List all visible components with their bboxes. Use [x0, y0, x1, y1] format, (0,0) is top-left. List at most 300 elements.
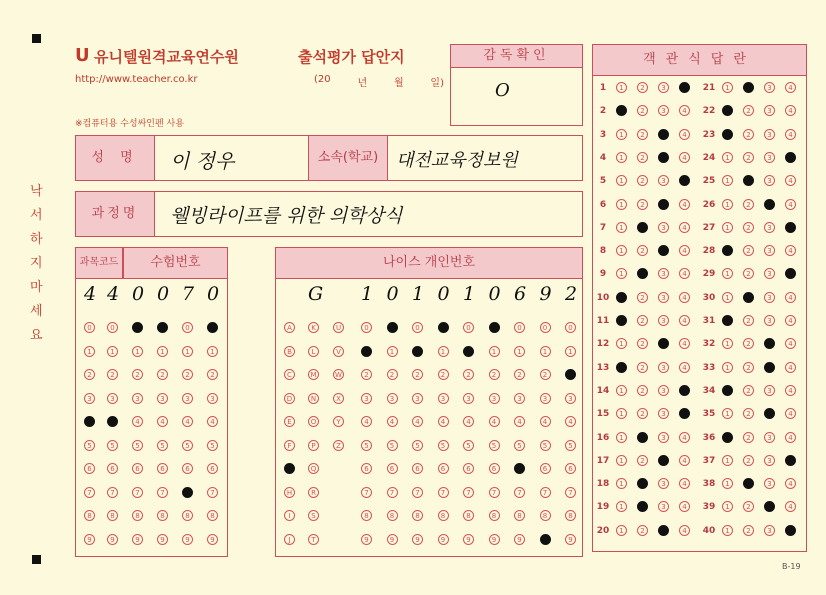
digit-bubble[interactable]: 2	[157, 369, 168, 380]
digit-bubble[interactable]: 5	[438, 440, 449, 451]
digit-bubble[interactable]: 6	[387, 463, 398, 474]
answer-bubble[interactable]: 4	[679, 152, 690, 163]
digit-bubble[interactable]: 7	[84, 487, 95, 498]
answer-bubble[interactable]: 3	[658, 82, 669, 93]
answer-bubble[interactable]: 3	[764, 455, 775, 466]
answer-bubble[interactable]: 2	[743, 222, 754, 233]
answer-bubble[interactable]: 4	[679, 478, 690, 489]
answer-bubble[interactable]: 4	[679, 199, 690, 210]
answer-bubble[interactable]: 3	[764, 501, 775, 512]
answer-bubble[interactable]: 2	[743, 152, 754, 163]
answer-bubble[interactable]: 1	[616, 292, 627, 303]
digit-bubble[interactable]: 3	[157, 393, 168, 404]
answer-bubble[interactable]: 1	[616, 385, 627, 396]
answer-bubble[interactable]: 4	[785, 315, 796, 326]
answer-bubble[interactable]: 4	[679, 245, 690, 256]
answer-bubble[interactable]: 1	[722, 525, 733, 536]
digit-bubble[interactable]: 1	[565, 346, 576, 357]
answer-bubble[interactable]: 2	[743, 268, 754, 279]
answer-bubble[interactable]: 4	[785, 292, 796, 303]
digit-bubble[interactable]: 7	[107, 487, 118, 498]
answer-bubble[interactable]: 3	[764, 338, 775, 349]
answer-bubble[interactable]: 4	[785, 525, 796, 536]
letter-bubble[interactable]: E	[284, 416, 295, 427]
digit-bubble[interactable]: 2	[207, 369, 218, 380]
digit-bubble[interactable]: 0	[438, 322, 449, 333]
digit-bubble[interactable]: 2	[489, 369, 500, 380]
letter-bubble[interactable]: I	[284, 510, 295, 521]
letter-bubble[interactable]: D	[284, 393, 295, 404]
digit-bubble[interactable]: 4	[84, 416, 95, 427]
digit-bubble[interactable]: 0	[565, 322, 576, 333]
digit-bubble[interactable]: 9	[565, 534, 576, 545]
answer-bubble[interactable]: 4	[785, 501, 796, 512]
digit-bubble[interactable]: 5	[207, 440, 218, 451]
answer-bubble[interactable]: 4	[679, 432, 690, 443]
answer-bubble[interactable]: 1	[616, 432, 627, 443]
digit-bubble[interactable]: 9	[412, 534, 423, 545]
digit-bubble[interactable]: 9	[207, 534, 218, 545]
digit-bubble[interactable]: 4	[107, 416, 118, 427]
letter-bubble[interactable]: Z	[333, 440, 344, 451]
answer-bubble[interactable]: 1	[722, 315, 733, 326]
answer-bubble[interactable]: 1	[722, 152, 733, 163]
digit-bubble[interactable]: 6	[565, 463, 576, 474]
answer-bubble[interactable]: 4	[679, 175, 690, 186]
answer-bubble[interactable]: 1	[722, 385, 733, 396]
answer-bubble[interactable]: 4	[679, 268, 690, 279]
answer-bubble[interactable]: 3	[764, 222, 775, 233]
answer-bubble[interactable]: 2	[637, 501, 648, 512]
digit-bubble[interactable]: 1	[514, 346, 525, 357]
digit-bubble[interactable]: 0	[361, 322, 372, 333]
digit-bubble[interactable]: 9	[132, 534, 143, 545]
digit-bubble[interactable]: 5	[84, 440, 95, 451]
answer-bubble[interactable]: 3	[658, 129, 669, 140]
digit-bubble[interactable]: 2	[463, 369, 474, 380]
digit-bubble[interactable]: 5	[387, 440, 398, 451]
digit-bubble[interactable]: 9	[514, 534, 525, 545]
answer-bubble[interactable]: 3	[658, 268, 669, 279]
answer-bubble[interactable]: 3	[658, 501, 669, 512]
digit-bubble[interactable]: 1	[489, 346, 500, 357]
answer-bubble[interactable]: 2	[637, 455, 648, 466]
letter-bubble[interactable]: V	[333, 346, 344, 357]
answer-bubble[interactable]: 1	[616, 501, 627, 512]
answer-bubble[interactable]: 4	[679, 82, 690, 93]
answer-bubble[interactable]: 4	[785, 268, 796, 279]
digit-bubble[interactable]: 6	[540, 463, 551, 474]
answer-bubble[interactable]: 2	[743, 501, 754, 512]
digit-bubble[interactable]: 5	[361, 440, 372, 451]
digit-bubble[interactable]: 8	[514, 510, 525, 521]
digit-bubble[interactable]: 9	[489, 534, 500, 545]
answer-bubble[interactable]: 1	[616, 338, 627, 349]
answer-bubble[interactable]: 1	[722, 338, 733, 349]
answer-bubble[interactable]: 4	[785, 222, 796, 233]
answer-bubble[interactable]: 4	[679, 501, 690, 512]
digit-bubble[interactable]: 9	[463, 534, 474, 545]
digit-bubble[interactable]: 9	[438, 534, 449, 545]
answer-bubble[interactable]: 3	[764, 385, 775, 396]
digit-bubble[interactable]: 1	[132, 346, 143, 357]
letter-bubble[interactable]: B	[284, 346, 295, 357]
answer-bubble[interactable]: 4	[785, 82, 796, 93]
answer-bubble[interactable]: 3	[764, 408, 775, 419]
answer-bubble[interactable]: 3	[764, 432, 775, 443]
digit-bubble[interactable]: 9	[540, 534, 551, 545]
answer-bubble[interactable]: 1	[616, 455, 627, 466]
answer-bubble[interactable]: 2	[743, 362, 754, 373]
answer-bubble[interactable]: 3	[764, 245, 775, 256]
answer-bubble[interactable]: 4	[785, 245, 796, 256]
digit-bubble[interactable]: 8	[565, 510, 576, 521]
answer-bubble[interactable]: 2	[637, 338, 648, 349]
answer-bubble[interactable]: 3	[658, 455, 669, 466]
answer-bubble[interactable]: 2	[637, 385, 648, 396]
digit-bubble[interactable]: 6	[207, 463, 218, 474]
digit-bubble[interactable]: 1	[84, 346, 95, 357]
digit-bubble[interactable]: 0	[107, 322, 118, 333]
answer-bubble[interactable]: 1	[722, 222, 733, 233]
digit-bubble[interactable]: 1	[412, 346, 423, 357]
answer-bubble[interactable]: 3	[764, 175, 775, 186]
letter-bubble[interactable]: J	[284, 534, 295, 545]
digit-bubble[interactable]: 5	[565, 440, 576, 451]
digit-bubble[interactable]: 8	[361, 510, 372, 521]
answer-bubble[interactable]: 3	[658, 338, 669, 349]
letter-bubble[interactable]: T	[308, 534, 319, 545]
digit-bubble[interactable]: 8	[489, 510, 500, 521]
letter-bubble[interactable]: W	[333, 369, 344, 380]
digit-bubble[interactable]: 4	[565, 416, 576, 427]
answer-bubble[interactable]: 2	[743, 199, 754, 210]
letter-bubble[interactable]: Y	[333, 416, 344, 427]
digit-bubble[interactable]: 4	[157, 416, 168, 427]
answer-bubble[interactable]: 2	[637, 315, 648, 326]
answer-bubble[interactable]: 2	[743, 408, 754, 419]
letter-bubble[interactable]: X	[333, 393, 344, 404]
name-value[interactable]: 이 정우	[170, 149, 235, 173]
affiliation-value[interactable]: 대전교육정보원	[396, 150, 518, 171]
digit-bubble[interactable]: 1	[157, 346, 168, 357]
answer-bubble[interactable]: 1	[722, 501, 733, 512]
answer-bubble[interactable]: 3	[658, 478, 669, 489]
answer-bubble[interactable]: 3	[764, 105, 775, 116]
answer-bubble[interactable]: 2	[743, 455, 754, 466]
digit-bubble[interactable]: 7	[387, 487, 398, 498]
digit-bubble[interactable]: 7	[207, 487, 218, 498]
digit-bubble[interactable]: 3	[565, 393, 576, 404]
answer-bubble[interactable]: 1	[616, 362, 627, 373]
answer-bubble[interactable]: 2	[743, 105, 754, 116]
answer-bubble[interactable]: 1	[616, 199, 627, 210]
answer-bubble[interactable]: 4	[679, 362, 690, 373]
digit-bubble[interactable]: 5	[514, 440, 525, 451]
letter-bubble[interactable]: K	[308, 322, 319, 333]
digit-bubble[interactable]: 9	[157, 534, 168, 545]
answer-bubble[interactable]: 2	[743, 432, 754, 443]
digit-bubble[interactable]: 9	[387, 534, 398, 545]
answer-bubble[interactable]: 2	[637, 432, 648, 443]
answer-bubble[interactable]: 4	[785, 338, 796, 349]
digit-bubble[interactable]: 6	[84, 463, 95, 474]
digit-bubble[interactable]: 0	[489, 322, 500, 333]
answer-bubble[interactable]: 3	[658, 175, 669, 186]
digit-bubble[interactable]: 7	[514, 487, 525, 498]
letter-bubble[interactable]: P	[308, 440, 319, 451]
digit-bubble[interactable]: 5	[182, 440, 193, 451]
digit-bubble[interactable]: 0	[540, 322, 551, 333]
digit-bubble[interactable]: 2	[565, 369, 576, 380]
answer-bubble[interactable]: 3	[658, 362, 669, 373]
digit-bubble[interactable]: 6	[361, 463, 372, 474]
answer-bubble[interactable]: 1	[616, 222, 627, 233]
digit-bubble[interactable]: 8	[182, 510, 193, 521]
answer-bubble[interactable]: 2	[743, 315, 754, 326]
answer-bubble[interactable]: 3	[764, 292, 775, 303]
digit-bubble[interactable]: 5	[540, 440, 551, 451]
answer-bubble[interactable]: 3	[658, 222, 669, 233]
digit-bubble[interactable]: 9	[107, 534, 118, 545]
digit-bubble[interactable]: 4	[412, 416, 423, 427]
answer-bubble[interactable]: 4	[679, 292, 690, 303]
digit-bubble[interactable]: 8	[387, 510, 398, 521]
answer-bubble[interactable]: 4	[785, 199, 796, 210]
digit-bubble[interactable]: 6	[514, 463, 525, 474]
answer-bubble[interactable]: 4	[679, 385, 690, 396]
answer-bubble[interactable]: 2	[743, 478, 754, 489]
answer-bubble[interactable]: 2	[743, 385, 754, 396]
answer-bubble[interactable]: 4	[679, 129, 690, 140]
letter-bubble[interactable]: Q	[308, 463, 319, 474]
digit-bubble[interactable]: 2	[132, 369, 143, 380]
digit-bubble[interactable]: 8	[438, 510, 449, 521]
digit-bubble[interactable]: 3	[514, 393, 525, 404]
digit-bubble[interactable]: 2	[438, 369, 449, 380]
answer-bubble[interactable]: 3	[658, 245, 669, 256]
letter-bubble[interactable]: R	[308, 487, 319, 498]
answer-bubble[interactable]: 2	[637, 525, 648, 536]
answer-bubble[interactable]: 2	[637, 408, 648, 419]
letter-bubble[interactable]: G	[284, 463, 295, 474]
digit-bubble[interactable]: 1	[463, 346, 474, 357]
digit-bubble[interactable]: 6	[489, 463, 500, 474]
answer-bubble[interactable]: 1	[616, 408, 627, 419]
answer-bubble[interactable]: 3	[764, 362, 775, 373]
digit-bubble[interactable]: 4	[182, 416, 193, 427]
digit-bubble[interactable]: 8	[463, 510, 474, 521]
digit-bubble[interactable]: 6	[438, 463, 449, 474]
answer-bubble[interactable]: 1	[722, 268, 733, 279]
digit-bubble[interactable]: 7	[361, 487, 372, 498]
answer-bubble[interactable]: 4	[785, 455, 796, 466]
answer-bubble[interactable]: 1	[722, 362, 733, 373]
digit-bubble[interactable]: 2	[84, 369, 95, 380]
answer-bubble[interactable]: 3	[764, 268, 775, 279]
digit-bubble[interactable]: 2	[412, 369, 423, 380]
digit-bubble[interactable]: 8	[207, 510, 218, 521]
digit-bubble[interactable]: 4	[540, 416, 551, 427]
digit-bubble[interactable]: 3	[412, 393, 423, 404]
digit-bubble[interactable]: 5	[412, 440, 423, 451]
digit-bubble[interactable]: 4	[387, 416, 398, 427]
digit-bubble[interactable]: 7	[565, 487, 576, 498]
answer-bubble[interactable]: 3	[764, 478, 775, 489]
digit-bubble[interactable]: 7	[132, 487, 143, 498]
answer-bubble[interactable]: 2	[637, 292, 648, 303]
answer-bubble[interactable]: 2	[743, 129, 754, 140]
digit-bubble[interactable]: 4	[489, 416, 500, 427]
answer-bubble[interactable]: 1	[722, 105, 733, 116]
answer-bubble[interactable]: 3	[764, 152, 775, 163]
answer-bubble[interactable]: 4	[785, 129, 796, 140]
digit-bubble[interactable]: 8	[540, 510, 551, 521]
answer-bubble[interactable]: 3	[658, 292, 669, 303]
digit-bubble[interactable]: 7	[489, 487, 500, 498]
answer-bubble[interactable]: 1	[616, 525, 627, 536]
answer-bubble[interactable]: 4	[785, 385, 796, 396]
answer-bubble[interactable]: 2	[637, 222, 648, 233]
answer-bubble[interactable]: 4	[785, 432, 796, 443]
answer-bubble[interactable]: 3	[658, 199, 669, 210]
digit-bubble[interactable]: 4	[438, 416, 449, 427]
digit-bubble[interactable]: 7	[412, 487, 423, 498]
answer-bubble[interactable]: 4	[785, 408, 796, 419]
digit-bubble[interactable]: 6	[132, 463, 143, 474]
answer-bubble[interactable]: 1	[616, 105, 627, 116]
answer-bubble[interactable]: 1	[722, 408, 733, 419]
answer-bubble[interactable]: 2	[637, 82, 648, 93]
digit-bubble[interactable]: 9	[84, 534, 95, 545]
digit-bubble[interactable]: 0	[157, 322, 168, 333]
digit-bubble[interactable]: 8	[107, 510, 118, 521]
answer-bubble[interactable]: 2	[743, 245, 754, 256]
answer-bubble[interactable]: 3	[764, 315, 775, 326]
answer-bubble[interactable]: 2	[637, 105, 648, 116]
digit-bubble[interactable]: 6	[463, 463, 474, 474]
digit-bubble[interactable]: 6	[182, 463, 193, 474]
digit-bubble[interactable]: 8	[84, 510, 95, 521]
answer-bubble[interactable]: 4	[785, 362, 796, 373]
answer-bubble[interactable]: 2	[637, 478, 648, 489]
letter-bubble[interactable]: U	[333, 322, 344, 333]
answer-bubble[interactable]: 1	[722, 199, 733, 210]
digit-bubble[interactable]: 3	[84, 393, 95, 404]
answer-bubble[interactable]: 1	[616, 175, 627, 186]
answer-bubble[interactable]: 1	[722, 292, 733, 303]
digit-bubble[interactable]: 6	[157, 463, 168, 474]
digit-bubble[interactable]: 3	[107, 393, 118, 404]
answer-bubble[interactable]: 1	[722, 245, 733, 256]
answer-bubble[interactable]: 3	[764, 129, 775, 140]
answer-bubble[interactable]: 3	[658, 525, 669, 536]
answer-bubble[interactable]: 1	[616, 129, 627, 140]
digit-bubble[interactable]: 5	[463, 440, 474, 451]
answer-bubble[interactable]: 2	[743, 292, 754, 303]
answer-bubble[interactable]: 2	[637, 129, 648, 140]
answer-bubble[interactable]: 4	[679, 338, 690, 349]
digit-bubble[interactable]: 4	[463, 416, 474, 427]
digit-bubble[interactable]: 3	[132, 393, 143, 404]
digit-bubble[interactable]: 6	[107, 463, 118, 474]
letter-bubble[interactable]: C	[284, 369, 295, 380]
digit-bubble[interactable]: 9	[361, 534, 372, 545]
letter-bubble[interactable]: L	[308, 346, 319, 357]
answer-bubble[interactable]: 4	[679, 105, 690, 116]
digit-bubble[interactable]: 2	[387, 369, 398, 380]
answer-bubble[interactable]: 2	[743, 82, 754, 93]
digit-bubble[interactable]: 8	[412, 510, 423, 521]
letter-bubble[interactable]: H	[284, 487, 295, 498]
answer-bubble[interactable]: 4	[785, 105, 796, 116]
answer-bubble[interactable]: 1	[616, 152, 627, 163]
digit-bubble[interactable]: 4	[207, 416, 218, 427]
answer-bubble[interactable]: 1	[722, 129, 733, 140]
digit-bubble[interactable]: 6	[412, 463, 423, 474]
digit-bubble[interactable]: 7	[182, 487, 193, 498]
answer-bubble[interactable]: 4	[679, 408, 690, 419]
digit-bubble[interactable]: 2	[361, 369, 372, 380]
answer-bubble[interactable]: 1	[616, 82, 627, 93]
letter-bubble[interactable]: N	[308, 393, 319, 404]
digit-bubble[interactable]: 1	[540, 346, 551, 357]
digit-bubble[interactable]: 5	[107, 440, 118, 451]
digit-bubble[interactable]: 1	[207, 346, 218, 357]
digit-bubble[interactable]: 4	[361, 416, 372, 427]
answer-bubble[interactable]: 2	[637, 152, 648, 163]
letter-bubble[interactable]: O	[308, 416, 319, 427]
answer-bubble[interactable]: 4	[679, 455, 690, 466]
letter-bubble[interactable]: A	[284, 322, 295, 333]
letter-bubble[interactable]: F	[284, 440, 295, 451]
digit-bubble[interactable]: 2	[514, 369, 525, 380]
answer-bubble[interactable]: 2	[743, 175, 754, 186]
digit-bubble[interactable]: 1	[107, 346, 118, 357]
answer-bubble[interactable]: 2	[637, 245, 648, 256]
digit-bubble[interactable]: 4	[132, 416, 143, 427]
digit-bubble[interactable]: 9	[182, 534, 193, 545]
digit-bubble[interactable]: 1	[361, 346, 372, 357]
course-value[interactable]: 웰빙라이프를 위한 의학상식	[170, 205, 403, 227]
answer-bubble[interactable]: 2	[743, 338, 754, 349]
digit-bubble[interactable]: 0	[514, 322, 525, 333]
digit-bubble[interactable]: 2	[540, 369, 551, 380]
answer-bubble[interactable]: 3	[764, 525, 775, 536]
answer-bubble[interactable]: 1	[722, 175, 733, 186]
digit-bubble[interactable]: 2	[107, 369, 118, 380]
digit-bubble[interactable]: 0	[387, 322, 398, 333]
digit-bubble[interactable]: 0	[207, 322, 218, 333]
digit-bubble[interactable]: 7	[438, 487, 449, 498]
digit-bubble[interactable]: 1	[438, 346, 449, 357]
digit-bubble[interactable]: 0	[132, 322, 143, 333]
digit-bubble[interactable]: 0	[84, 322, 95, 333]
letter-bubble[interactable]: S	[308, 510, 319, 521]
digit-bubble[interactable]: 3	[540, 393, 551, 404]
answer-bubble[interactable]: 3	[764, 199, 775, 210]
answer-bubble[interactable]: 1	[722, 82, 733, 93]
digit-bubble[interactable]: 0	[182, 322, 193, 333]
digit-bubble[interactable]: 3	[182, 393, 193, 404]
digit-bubble[interactable]: 3	[438, 393, 449, 404]
answer-bubble[interactable]: 3	[764, 82, 775, 93]
answer-bubble[interactable]: 4	[679, 315, 690, 326]
answer-bubble[interactable]: 1	[616, 478, 627, 489]
answer-bubble[interactable]: 1	[722, 455, 733, 466]
answer-bubble[interactable]: 3	[658, 315, 669, 326]
digit-bubble[interactable]: 5	[157, 440, 168, 451]
